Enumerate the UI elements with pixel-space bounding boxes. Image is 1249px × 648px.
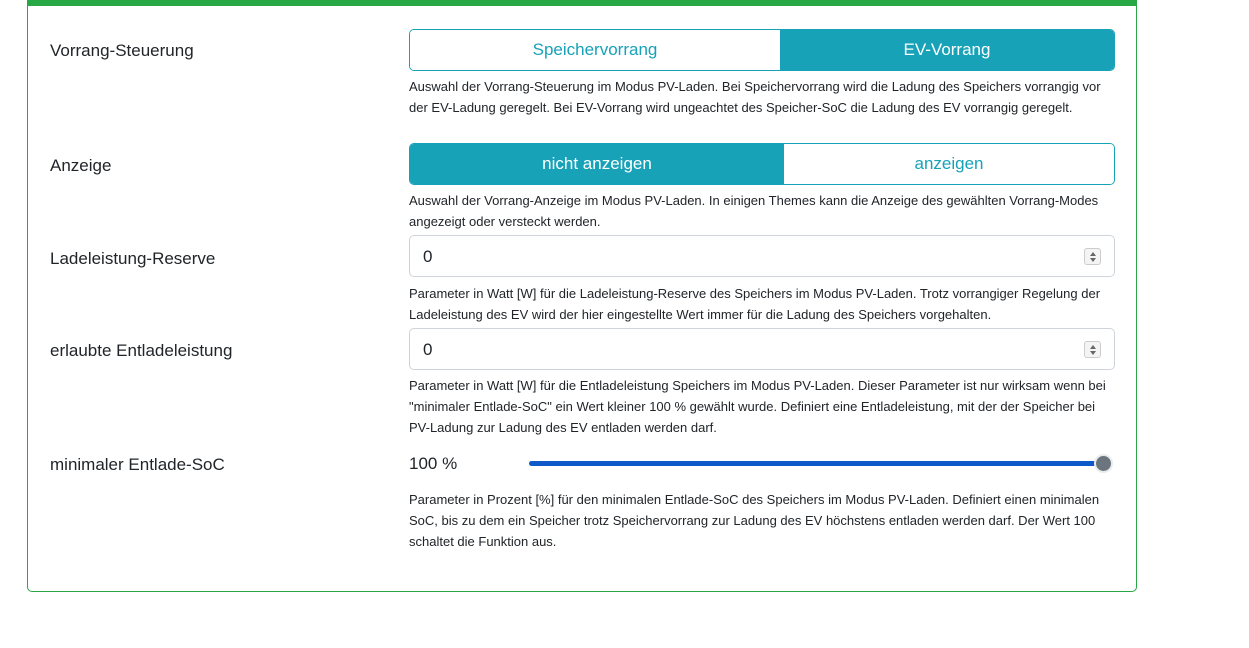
charge-reserve-value: 0	[423, 247, 433, 266]
discharge-power-label: erlaubte Entladeleistung	[50, 341, 233, 360]
display-help-text: Auswahl der Vorrang-Anzeige im Modus PV-Laden. In einigen Themes kann die Anzeige des gewählten Vorrang-Modes angezeigt oder versteckt werden.	[409, 193, 1099, 229]
discharge-power-help-text: Parameter in Watt [W] für die Entladeleistung Speichers im Modus PV-Laden. Dieser Parameter ist nur wirksam wenn bei "minimaler Entlade-SoC" ein Wert kleiner 100 % gewählt wurde. Definiert eine Entladeleistung, mit der der Speicher bei PV-Ladung zur Ladung des EV entladen werden darf.	[409, 378, 1106, 435]
card-header-bar	[27, 0, 1137, 6]
priority-help-text: Auswahl der Vorrang-Steuerung im Modus PV-Laden. Bei Speichervorrang wird die Ladung des Speichers vorrangig vor der EV-Ladung geregelt. Bei EV-Vorrang wird ungeachtet des Speicher-SoC die Ladung des EV vorrangig geregelt.	[409, 79, 1101, 115]
min-soc-slider-fill	[529, 461, 1104, 466]
storage-priority-button[interactable]: Speichervorrang	[410, 30, 780, 70]
hide-display-button[interactable]: nicht anzeigen	[410, 144, 784, 184]
charge-reserve-field[interactable]	[409, 235, 1115, 277]
priority-label: Vorrang-Steuerung	[50, 41, 194, 60]
charge-reserve-help-text: Parameter in Watt [W] für die Ladeleistung-Reserve des Speichers im Modus PV-Laden. Trotz vorrangiger Regelung der Ladeleistung des EV wird der hier eingestellte Wert immer für die Ladung des Speichers vorgehalten.	[409, 286, 1101, 322]
min-soc-slider-track[interactable]	[529, 461, 1104, 466]
ev-priority-button[interactable]: EV-Vorrang	[780, 30, 1114, 70]
min-soc-label: minimaler Entlade-SoC	[50, 455, 225, 474]
charge-reserve-label: Ladeleistung-Reserve	[50, 249, 216, 268]
discharge-power-value: 0	[423, 340, 433, 359]
settings-card	[27, 0, 1137, 592]
discharge-power-field[interactable]	[409, 328, 1115, 370]
min-soc-slider-thumb[interactable]	[1094, 454, 1113, 473]
priority-button-group	[409, 29, 1115, 71]
show-display-button[interactable]: anzeigen	[784, 144, 1114, 184]
min-soc-help-text: Parameter in Prozent [%] für den minimalen Entlade-SoC des Speichers im Modus PV-Laden. Definiert einen minimalen SoC, bis zu dem ein Speicher trotz Speichervorrang zur Ladung des EV höchstens entladen werden darf. Der Wert 100 schaltet die Funktion aus.	[409, 492, 1100, 549]
display-button-group	[409, 143, 1115, 185]
discharge-power-spinner-icon[interactable]	[1084, 341, 1101, 358]
min-soc-value: 100 %	[409, 454, 458, 473]
min-soc-slider-group	[409, 452, 1115, 476]
display-label: Anzeige	[50, 156, 112, 175]
charge-reserve-spinner-icon[interactable]	[1084, 248, 1101, 265]
